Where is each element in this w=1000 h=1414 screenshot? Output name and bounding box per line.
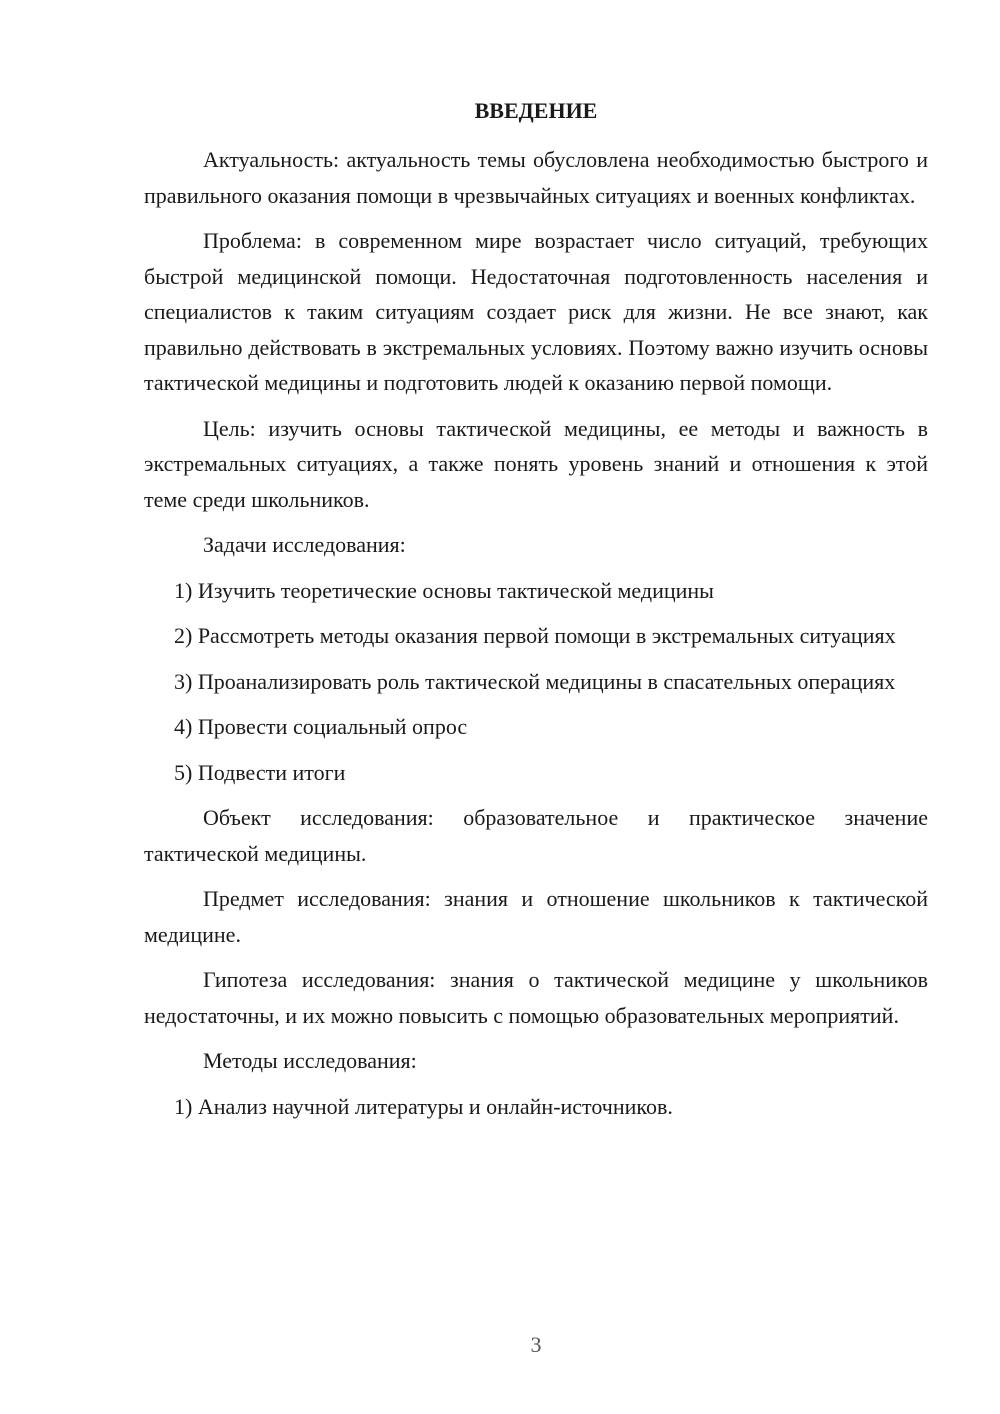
paragraph-hypothesis: Гипотеза исследования: знания о тактической медицине у школьников недостаточны, и их можно повысить с помощью образовательных мероприятий. xyxy=(144,967,928,1028)
task-item: 1) Изучить теоретические основы тактической медицины xyxy=(174,577,714,603)
page-title: ВВЕДЕНИЕ xyxy=(474,98,598,123)
task-item: 5) Подвести итоги xyxy=(174,759,346,785)
paragraph-object: Объект исследования: образовательное и практическое значение тактической медицины. xyxy=(144,805,928,866)
methods-heading: Методы исследования: xyxy=(203,1048,417,1073)
tasks-heading: Задачи исследования: xyxy=(203,532,406,557)
paragraph-relevance: Актуальность: актуальность темы обусловлена необходимостью быстрого и правильного оказания помощи в чрезвычайных ситуациях и военных конфликтах. xyxy=(144,147,928,208)
paragraph-subject: Предмет исследования: знания и отношение школьников к тактической медицине. xyxy=(144,886,928,947)
task-item: 3) Проанализировать роль тактической медицины в спасательных операциях xyxy=(174,668,896,694)
page-number: 3 xyxy=(530,1332,542,1357)
task-item: 4) Провести социальный опрос xyxy=(174,714,468,739)
task-item: 2) Рассмотреть методы оказания первой помощи в экстремальных ситуациях xyxy=(174,623,896,648)
paragraph-goal: Цель: изучить основы тактической медицины, ее методы и важность в экстремальных ситуациях, а также понять уровень знаний и отношения к этой теме среди школьников. xyxy=(144,415,928,512)
document-body xyxy=(144,142,928,1134)
paragraph-problem: Проблема: в современном мире возрастает число ситуаций, требующих быстрой медицинской помощи. Недостаточная подготовленность населения и специалистов к таким ситуациям создает риск для жизни. Не все знают, как правильно действовать в экстремальных условиях. Поэтому важно изучить основы тактической медицины и подготовить людей к оказанию первой помощи. xyxy=(144,228,928,395)
method-item: 1) Анализ научной литературы и онлайн-источников. xyxy=(174,1093,673,1119)
